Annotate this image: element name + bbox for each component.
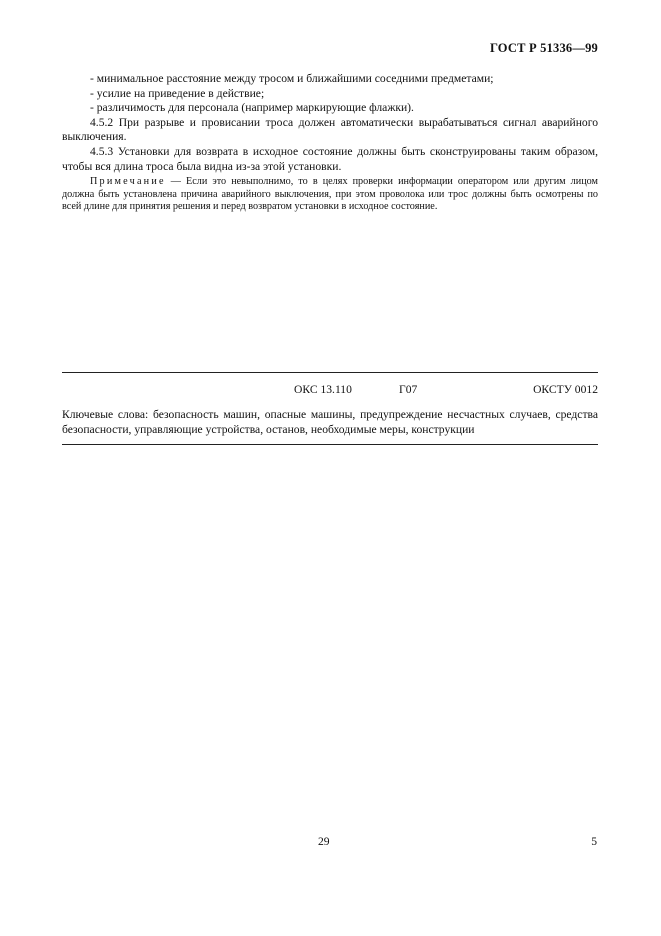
page-number: 29 (318, 835, 330, 848)
oks-code: ОКС 13.110 (294, 383, 352, 396)
okstu-code: ОКСТУ 0012 (533, 383, 598, 396)
paragraph-4-5-3: 4.5.3 Установки для возврата в исходное состояние должны быть сконструированы таким образом, чтобы вся длина троса была видна из-за этой установки. (62, 144, 598, 173)
sheet-number: 5 (591, 835, 597, 848)
standard-code-header: ГОСТ Р 51336—99 (489, 41, 598, 55)
note-label: Примечание (90, 176, 166, 188)
group-code: Г07 (399, 383, 418, 396)
list-item: - минимальное расстояние между тросом и ближайшими соседними предметами; (90, 72, 494, 85)
paragraph-4-5-2: 4.5.2 При разрыве и провисании троса должен автоматически вырабатываться сигнал аварийного выключения. (62, 115, 598, 144)
list-item: - различимость для персонала (например маркирующие флажки). (90, 101, 414, 115)
keywords-text: Ключевые слова: безопасность машин, опасные машины, предупреждение несчастных случаев, средства безопасности, управляющие устройства, останов, необходимые меры, конструкции (62, 408, 598, 436)
divider-top (62, 372, 598, 373)
list-item: - усилие на приведение в действие; (90, 86, 265, 100)
divider-bottom (62, 444, 598, 445)
note (62, 176, 598, 213)
note-text: — Если это невыполнимо, то в целях проверки информации оператором или другим лицом должна быть установлена причина аварийного выключения, при этом проволока или трос должны быть осмотрены по всей длине для принятия решения и перед возвратом установки в исходное состояние. (62, 176, 598, 212)
body-text (62, 72, 598, 213)
classification-codes (62, 383, 598, 399)
keywords-block (62, 407, 598, 437)
